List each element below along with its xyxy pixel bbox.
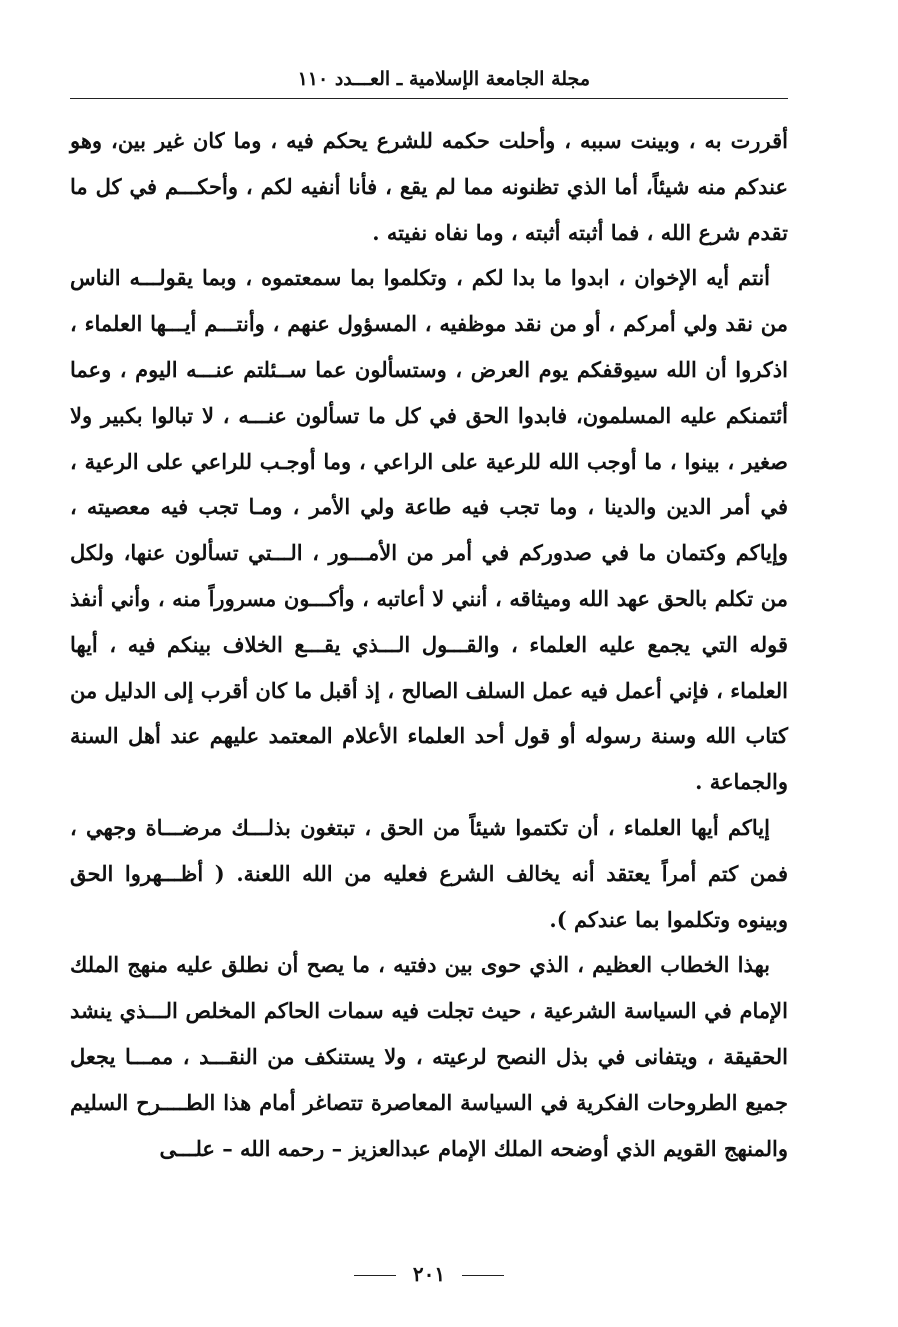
document-page (70, 0, 788, 1327)
paragraph-2: أنتم أيه الإخوان ، ابدوا ما بدا لكم ، وتكلموا بما سمعتموه ، وبما يقولـــه الناس من نقد ولي أمركم ، أو من نقد موظفيه ، المسؤول عنهم ، وأنتـــم أيـــها العلماء ، اذكروا أن الله سيوقفكم يوم العرض ، وستسألون عما ســئلتم عنـــه اليوم ، وعما أئتمنكم عليه المسلمون، فابدوا الحق في كل ما تسألون عنـــه ، لا تبالوا بكبير ولا صغير ، بينوا ، ما أوجب الله للرعية على الراعي ، وما أوجـب للراعي على الرعية ، في أمر الدين والدينا ، وما تجب فيه طاعة ولي الأمر ، ومـا تجب فيه معصيته ، وإياكم وكتمان ما في صدوركم في أمر من الأمـــور ، الـــتي تسألون عنها، ولكل من تكلم بالحق عهد الله وميثاقه ، أنني لا أعاتبه ، وأكـــون مسروراً منه ، وأني أنفذ قوله التي يجمع عليه العلماء ، والقـــول الـــذي يقـــع الخلاف بينكم فيه ، أيها العلماء ، فإني أعمل فيه عمل السلف الصالح ، إذ أقبل ما كان أقرب إلى الدليل من كتاب الله وسنة رسوله أو قول أحد العلماء الأعلام المعتمد عليهم عند أهل السنة والجماعة . (70, 265, 788, 795)
running-header (70, 62, 788, 99)
footer-dash-left (354, 1275, 396, 1276)
page-number: ٢٠١ (412, 1262, 446, 1286)
paragraph-4: بهذا الخطاب العظيم ، الذي حوى بين دفتيه ، ما يصح أن نطلق عليه منهج الملك الإمام في السياسة الشرعية ، حيث تجلت فيه سمات الحاكم المخلص الـــذي ينشد الحقيقة ، ويتفانى في بذل النصح لرعيته ، ولا يستنكف من النقـــد ، ممـــا يجعل جميع الطروحات الفكرية في السياسة المعاصرة تتصاغر أمام هذا الطــــرح السليم والمنهج القويم الذي أوضحه الملك الإمام عبدالعزيز – رحمه الله – علـــى (70, 952, 788, 1161)
page-footer (70, 1262, 788, 1286)
paragraph-1: أقررت به ، وبينت سببه ، وأحلت حكمه للشرع يحكم فيه ، وما كان غير بين، وهو عندكم منه شيئاً، أما الذي تظنونه مما لم يقع ، فأنا أنفيه لكم ، وأحكـــم في كل ما تقدم شرع الله ، فما أثبته أثبته ، وما نفاه نفيته . (70, 128, 788, 245)
footer-dash-right (462, 1275, 504, 1276)
journal-issue-title: مجلة الجامعة الإسلامية ـ العـــدد ١١٠ (297, 68, 590, 90)
body-text (70, 118, 788, 1171)
paragraph-3: إياكم أيها العلماء ، أن تكتموا شيئاً من الحق ، تبتغون بذلـــك مرضـــاة وجهي ، فمن كتم أمراً يعتقد أنه يخالف الشرع فعليه من الله اللعنة. ( أظـــهروا الحق وبينوه وتكلموا بما عندكم ). (70, 814, 788, 932)
